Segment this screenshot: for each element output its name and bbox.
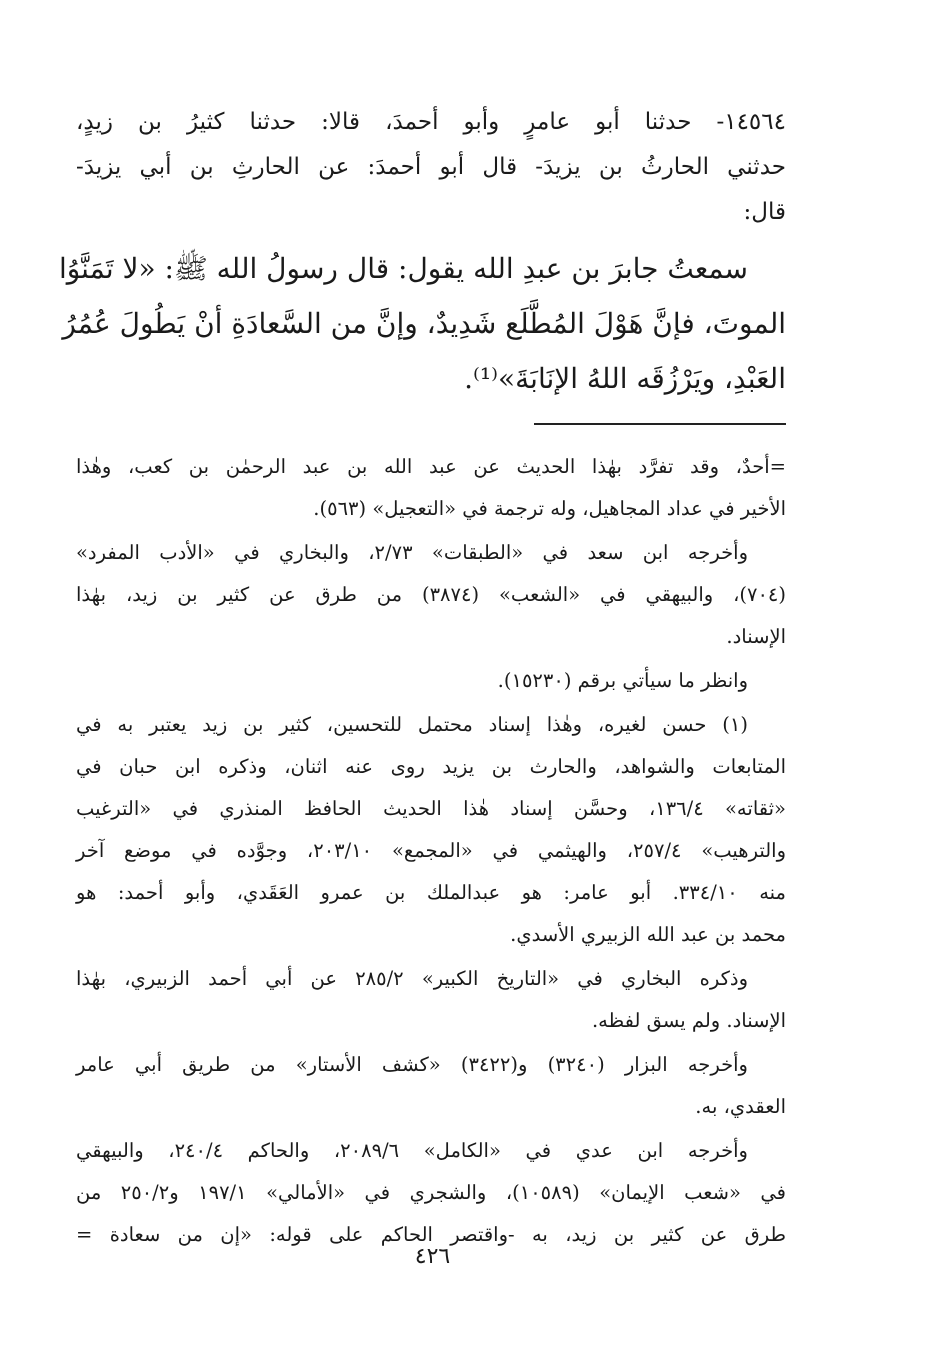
footnote-line: في «شعب الإيمان» (١٠٥٨٩)، والشجري في «الأمالي» ١٩٧/١ و٢٥٠/٢ من (76, 1181, 786, 1204)
text-line: سمعتُ جابرَ بن عبدِ الله يقول: قال رسولُ الله ﷺ: «لا تَمَنَّوُا (58, 252, 748, 285)
footnote-paragraph (76, 704, 786, 956)
footnote-line: =أحدٌ، وقد تفرَّد بهٰذا الحديث عن عبد الله بن عبد الرحمٰن بن كعب، وهٰذا (76, 455, 786, 478)
text-line: الموتَ، فإنَّ هَوْلَ المُطَّلَع شَدِيدٌ، وإنَّ من السَّعادَةِ أنْ يَطُولَ عُمُرُ (62, 307, 786, 340)
footnote-line: (١) حسن لغيره، وهٰذا إسناد محتمل للتحسين، كثير بن زيد يعتبر به في (76, 713, 748, 736)
hadith-text (58, 241, 786, 406)
footnote-line: وانظر ما سيأتي برقم (١٥٢٣٠). (497, 669, 748, 692)
footnote-line: العقدي، به. (695, 1095, 786, 1118)
footnote-paragraph (76, 446, 786, 530)
text-line: حدثني الحارثُ بن يزيدَ- قال أبو أحمدَ: عن الحارثِ بن أبي يزيدَ- (76, 154, 786, 180)
footnote-paragraph (76, 958, 786, 1042)
footnote-line: (٧٠٤)، والبيهقي في «الشعب» (٣٨٧٤) من طرق عن كثير بن زيد، بهٰذا (76, 583, 786, 606)
footnote-line: الأخير في عداد المجاهيل، وله ترجمة في «التعجيل» (٥٦٣). (313, 497, 786, 520)
footnote-paragraph (76, 1044, 786, 1128)
footnote-separator (534, 423, 786, 425)
footnote-line: وأخرجه ابن سعد في «الطبقات» ٢/٧٣، والبخاري في «الأدب المفرد» (76, 541, 748, 564)
footnote-paragraph (76, 660, 786, 702)
footnote-line: محمد بن عبد الله الزبيري الأسدي. (510, 923, 786, 946)
text-line: ١٤٥٦٤- حدثنا أبو عامرٍ وأبو أحمدَ، قالا: حدثنا كثيرُ بن زيدٍ، (76, 109, 786, 135)
footnote-paragraph (76, 532, 786, 658)
footnote-line: طرق عن كثير بن زيد، به -واقتصر الحاكم على قوله: «إن من سعادة = (76, 1223, 786, 1246)
text-line: العَبْدِ، ويَرْزُقَه اللهُ الإنَابَةَ»⁽¹⁾. (464, 362, 786, 395)
page-number: ٤٢٦ (414, 1244, 451, 1269)
footnote-paragraph (76, 1130, 786, 1256)
main-text (58, 100, 786, 406)
footnote-line: وأخرجه البزار (٣٢٤٠) و(٣٤٢٢) «كشف الأستار» من طريق أبي عامر (76, 1053, 748, 1076)
footnote-line: المتابعات والشواهد، والحارث بن يزيد روى عنه اثنان، وذكره ابن حبان في (76, 755, 786, 778)
hadith-chain (76, 100, 786, 235)
footnote-line: الإسناد. (726, 625, 786, 648)
text-line: قال: (743, 199, 786, 225)
footnote-line: وذكره البخاري في «التاريخ الكبير» ٢٨٥/٢ عن أبي أحمد الزبيري، بهٰذا (76, 967, 748, 990)
footnote-line: الإسناد. ولم يسق لفظه. (591, 1009, 786, 1032)
footnote-line: والترهيب» ٢٥٧/٤، والهيثمي في «المجمع» ٢٠٣/١٠، وجوَّده في موضع آخر (76, 839, 786, 862)
footnotes (76, 446, 786, 1258)
footnote-line: منه ٣٣٤/١٠. أبو عامر: هو عبدالملك بن عمرو العَقَدي، وأبو أحمد: هو (76, 881, 787, 904)
footnote-line: وأخرجه ابن عدي في «الكامل» ٢٠٨٩/٦، والحاكم ٢٤٠/٤، والبيهقي (76, 1139, 748, 1162)
footnote-line: «ثقاته» ١٣٦/٤، وحسَّن إسناد هٰذا الحديث الحافظ المنذري في «الترغيب (76, 797, 786, 820)
